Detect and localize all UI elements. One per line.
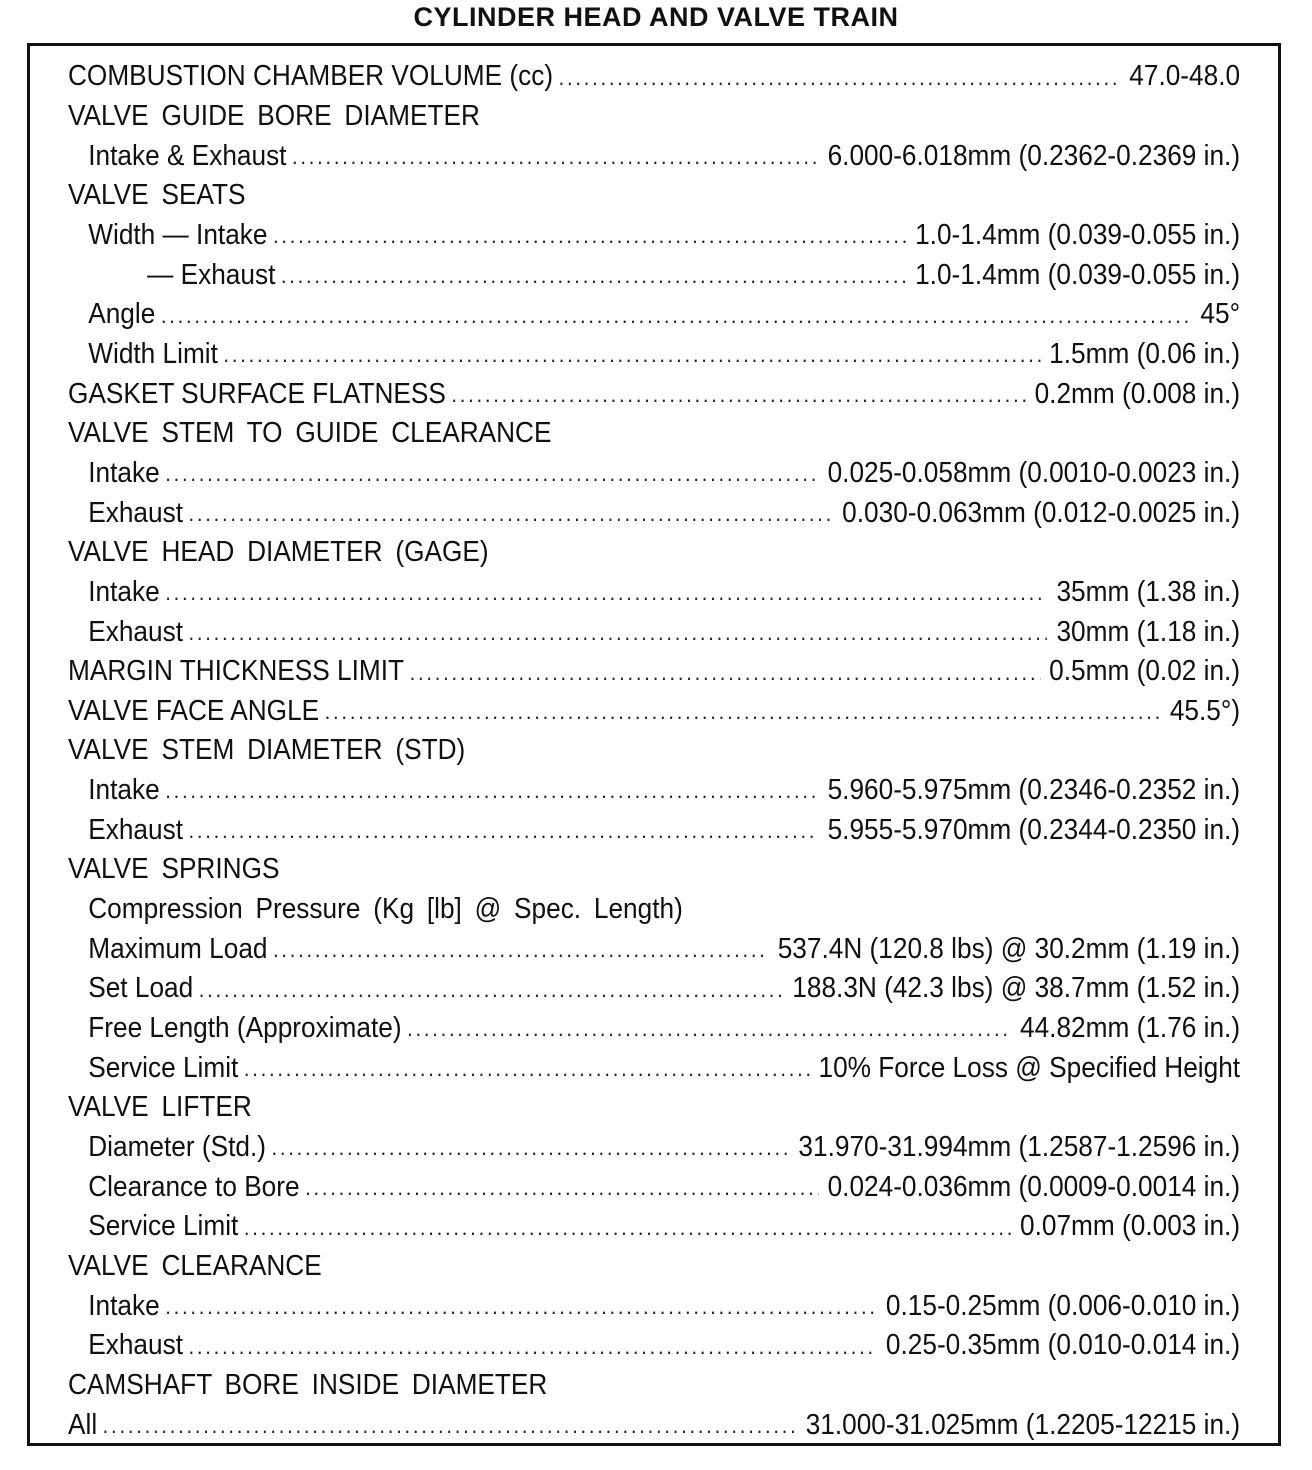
leader-dots	[410, 662, 1040, 692]
spec-row	[68, 136, 1240, 176]
spec-label: Set Load	[88, 972, 194, 1005]
spec-section-header	[68, 176, 1240, 216]
spec-value: 1.0-1.4mm (0.039-0.055 in.)	[915, 218, 1241, 251]
leader-dots	[189, 820, 819, 850]
spec-row	[68, 929, 1240, 969]
spec-label: Intake & Exhaust	[88, 139, 287, 172]
spec-value: 0.15-0.25mm (0.006-0.010 in.)	[885, 1289, 1241, 1322]
spec-label: VALVE HEAD DIAMETER (GAGE)	[68, 536, 489, 569]
spec-label: Width — Intake	[88, 218, 268, 251]
spec-value: 537.4N (120.8 lbs) @ 30.2mm (1.19 in.)	[777, 932, 1241, 965]
leader-dots	[273, 939, 769, 969]
spec-value: 0.025-0.058mm (0.0010-0.0023 in.)	[827, 456, 1241, 489]
leader-dots	[451, 384, 1025, 414]
spec-label: VALVE GUIDE BORE DIAMETER	[68, 99, 480, 132]
spec-value: 0.024-0.036mm (0.0009-0.0014 in.)	[827, 1170, 1241, 1203]
spec-value: 31.000-31.025mm (1.2205-12215 in.)	[805, 1408, 1241, 1441]
spec-label: GASKET SURFACE FLATNESS	[68, 377, 446, 410]
leader-dots	[189, 503, 833, 533]
page-title: CYLINDER HEAD AND VALVE TRAIN	[413, 2, 899, 32]
spec-value: 0.07mm (0.003 in.)	[1020, 1210, 1241, 1243]
spec-section-header	[68, 731, 1240, 771]
spec-row	[68, 493, 1240, 533]
spec-label: Intake	[88, 774, 160, 807]
spec-label: MARGIN THICKNESS LIMIT	[68, 655, 405, 688]
leader-dots	[559, 67, 1120, 97]
spec-label: Exhaust	[88, 615, 183, 648]
spec-value: 0.2mm (0.008 in.)	[1034, 377, 1241, 410]
leader-dots	[223, 344, 1040, 374]
spec-value: 5.960-5.975mm (0.2346-0.2352 in.)	[827, 774, 1241, 807]
spec-value: 45°	[1200, 298, 1241, 331]
spec-value: 6.000-6.018mm (0.2362-0.2369 in.)	[827, 139, 1241, 172]
spec-row	[68, 1405, 1240, 1445]
spec-label: VALVE FACE ANGLE	[68, 694, 320, 727]
spec-value: 188.3N (42.3 lbs) @ 38.7mm (1.52 in.)	[792, 972, 1241, 1005]
spec-row	[68, 573, 1240, 613]
spec-section-header	[68, 1366, 1240, 1406]
leader-dots	[407, 1018, 1011, 1048]
spec-section-header	[68, 1088, 1240, 1128]
leader-dots	[272, 1137, 790, 1167]
leader-dots	[165, 780, 818, 810]
leader-dots	[165, 463, 818, 493]
spec-section-header	[68, 533, 1240, 573]
leader-dots	[189, 1336, 877, 1366]
spec-row	[68, 57, 1240, 97]
spec-label: Compression Pressure (Kg [lb] @ Spec. Length)	[88, 893, 683, 926]
leader-dots	[305, 1177, 818, 1207]
spec-label: Service Limit	[88, 1210, 239, 1243]
spec-row	[68, 692, 1240, 732]
spec-label: VALVE SPRINGS	[68, 853, 280, 886]
spec-row	[68, 1048, 1240, 1088]
spec-label: All	[68, 1408, 98, 1441]
spec-label: VALVE STEM TO GUIDE CLEARANCE	[68, 417, 552, 450]
spec-section-header	[68, 1247, 1240, 1287]
spec-label: Free Length (Approximate)	[88, 1012, 402, 1045]
spec-row	[68, 1009, 1240, 1049]
spec-row	[68, 335, 1240, 375]
spec-label: — Exhaust	[147, 258, 276, 291]
spec-label: Intake	[88, 456, 160, 489]
spec-value: 1.0-1.4mm (0.039-0.055 in.)	[915, 258, 1241, 291]
spec-value: 0.25-0.35mm (0.010-0.014 in.)	[885, 1329, 1241, 1362]
spec-value: 30mm (1.18 in.)	[1056, 615, 1241, 648]
spec-row	[68, 216, 1240, 256]
spec-value: 1.5mm (0.06 in.)	[1049, 337, 1241, 370]
spec-subheader	[68, 890, 1240, 930]
spec-row	[68, 969, 1240, 1009]
spec-row	[68, 612, 1240, 652]
spec-label: Service Limit	[88, 1051, 239, 1084]
leader-dots	[189, 622, 1048, 652]
spec-section-header	[68, 97, 1240, 137]
spec-row	[68, 652, 1240, 692]
leader-dots	[244, 1058, 809, 1088]
spec-value: 5.955-5.970mm (0.2344-0.2350 in.)	[827, 813, 1241, 846]
spec-label: Clearance to Bore	[88, 1170, 300, 1203]
leader-dots	[244, 1217, 1011, 1247]
leader-dots	[165, 1296, 877, 1326]
spec-label: Maximum Load	[88, 932, 268, 965]
spec-row	[68, 1326, 1240, 1366]
leader-dots	[199, 979, 783, 1009]
spec-row	[68, 1128, 1240, 1168]
spec-row	[68, 1207, 1240, 1247]
leader-dots	[273, 225, 906, 255]
spec-section-header	[68, 414, 1240, 454]
spec-row	[68, 771, 1240, 811]
spec-row	[68, 1286, 1240, 1326]
spec-label: VALVE CLEARANCE	[68, 1250, 322, 1283]
spec-value: 0.5mm (0.02 in.)	[1049, 655, 1241, 688]
spec-section-header	[68, 850, 1240, 890]
spec-label: VALVE SEATS	[68, 179, 246, 212]
leader-dots	[292, 146, 818, 176]
spec-row	[68, 374, 1240, 414]
spec-value: 35mm (1.38 in.)	[1056, 575, 1241, 608]
spec-label: VALVE LIFTER	[68, 1091, 252, 1124]
spec-label: COMBUSTION CHAMBER VOLUME (cc)	[68, 60, 554, 93]
spec-value: 44.82mm (1.76 in.)	[1020, 1012, 1241, 1045]
spec-row	[68, 454, 1240, 494]
spec-label: Diameter (Std.)	[88, 1131, 267, 1164]
spec-label: Intake	[88, 1289, 160, 1322]
leader-dots	[325, 701, 1161, 731]
spec-value: 0.030-0.063mm (0.012-0.0025 in.)	[842, 496, 1241, 529]
spec-row	[68, 295, 1240, 335]
spec-value: 31.970-31.994mm (1.2587-1.2596 in.)	[798, 1131, 1241, 1164]
leader-dots	[103, 1415, 797, 1445]
spec-label: VALVE STEM DIAMETER (STD)	[68, 734, 466, 767]
spec-value: 10% Force Loss @ Specified Height	[818, 1051, 1241, 1084]
spec-value: 47.0-48.0	[1129, 60, 1241, 93]
spec-row	[68, 255, 1240, 295]
spec-label: Exhaust	[88, 813, 183, 846]
spec-label: Angle	[88, 298, 156, 331]
spec-label: CAMSHAFT BORE INSIDE DIAMETER	[68, 1368, 548, 1401]
spec-row	[68, 810, 1240, 850]
spec-row	[68, 1167, 1240, 1207]
spec-label: Exhaust	[88, 496, 183, 529]
spec-label: Intake	[88, 575, 160, 608]
leader-dots	[165, 582, 1047, 612]
spec-label: Exhaust	[88, 1329, 183, 1362]
leader-dots	[281, 265, 906, 295]
spec-table	[68, 57, 1240, 1445]
spec-value: 45.5°)	[1169, 694, 1241, 727]
spec-label: Width Limit	[88, 337, 218, 370]
leader-dots	[161, 305, 1191, 335]
